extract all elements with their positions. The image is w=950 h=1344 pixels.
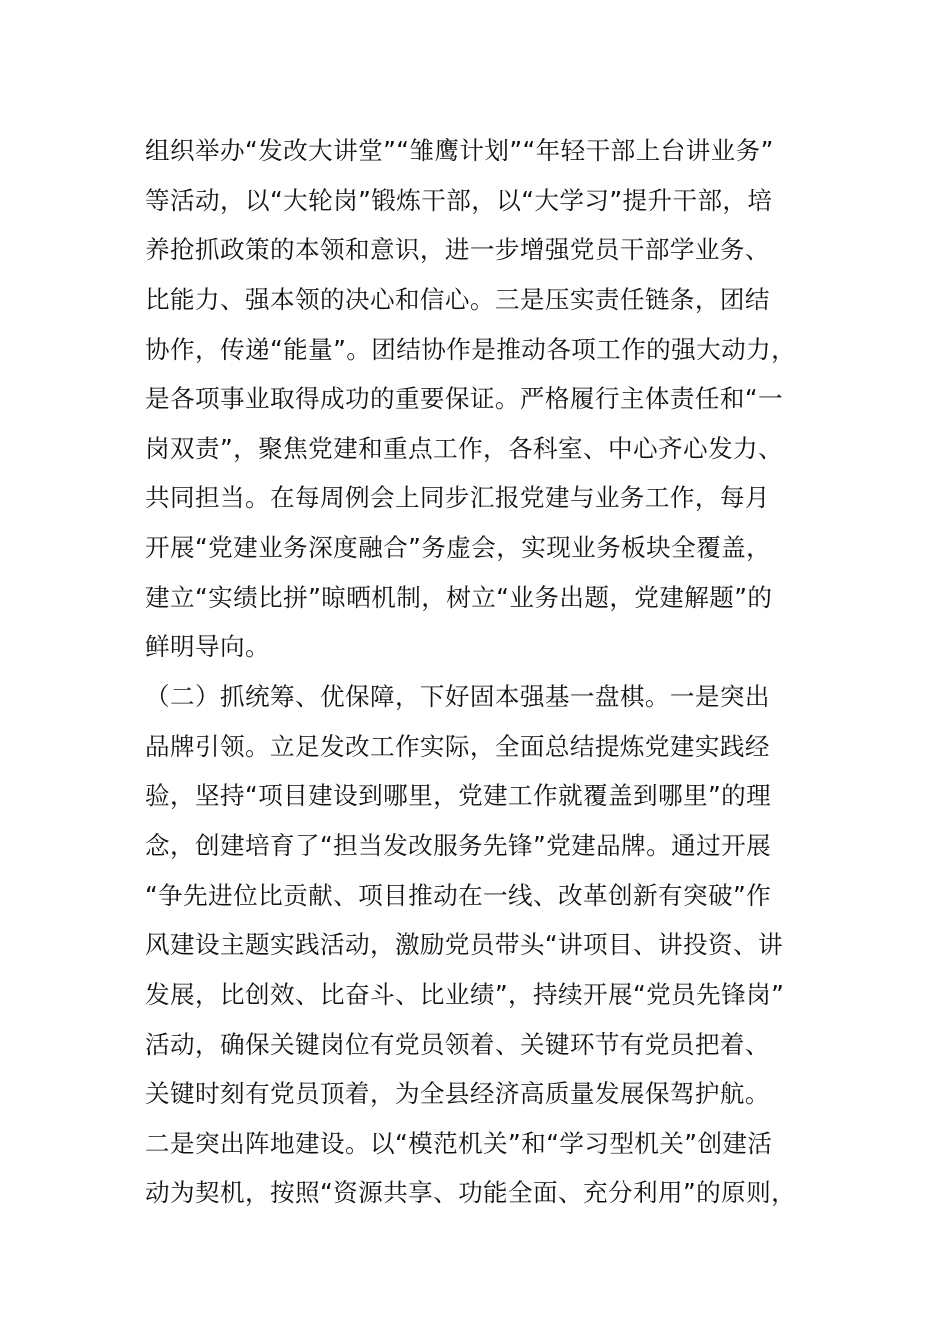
text-line: 发展，比创效、比奋斗、比业绩”，持续开展“党员先锋岗” [145,979,785,1009]
text-line: 鲜明导向。 [145,632,270,662]
text-line: 念，创建培育了“担当发改服务先锋”党建品牌。通过开展 [145,830,772,860]
text-line: 建立“实绩比拼”晾晒机制，树立“业务出题，党建解题”的 [145,582,773,612]
section-heading-line: （二）抓统筹、优保障，下好固本强基一盘棋。一是突出 [145,682,770,712]
text-line: 开展“党建业务深度融合”务虚会，实现业务板块全覆盖， [145,533,772,563]
text-line: 共同担当。在每周例会上同步汇报党建与业务工作，每月 [145,483,770,513]
body-text [145,126,845,1218]
text-line: 是各项事业取得成功的重要保证。严格履行主体责任和“一 [145,384,783,414]
text-line: 动为契机，按照“资源共享、功能全面、充分利用”的原则， [145,1178,797,1208]
text-line: 组织举办“发改大讲堂”“雏鹰计划”“年轻干部上台讲业务” [145,136,774,165]
text-line: 品牌引领。立足发改工作实际，全面总结提炼党建实践经 [145,731,770,761]
text-line: “争先进位比贡献、项目推动在一线、改革创新有突破”作 [145,880,772,910]
text-line: 验，坚持“项目建设到哪里，党建工作就覆盖到哪里”的理 [145,781,772,811]
text-line: 比能力、强本领的决心和信心。三是压实责任链条，团结 [145,284,770,314]
text-line: 养抢抓政策的本领和意识，进一步增强党员干部学业务、 [145,235,770,265]
text-line: 活动，确保关键岗位有党员领着、关键环节有党员把着、 [145,1029,770,1059]
text-line: 关键时刻有党员顶着，为全县经济高质量发展保驾护航。 [145,1079,770,1109]
text-line: 二是突出阵地建设。以“模范机关”和“学习型机关”创建活 [145,1128,773,1158]
text-line: 风建设主题实践活动，激励党员带头“讲项目、讲投资、讲 [145,930,783,960]
text-line: 协作，传递“能量”。团结协作是推动各项工作的强大动力， [145,334,797,364]
text-line: 等活动，以“大轮岗”锻炼干部，以“大学习”提升干部，培 [145,185,773,215]
text-line: 岗双责”，聚焦党建和重点工作，各科室、中心齐心发力、 [145,433,783,463]
